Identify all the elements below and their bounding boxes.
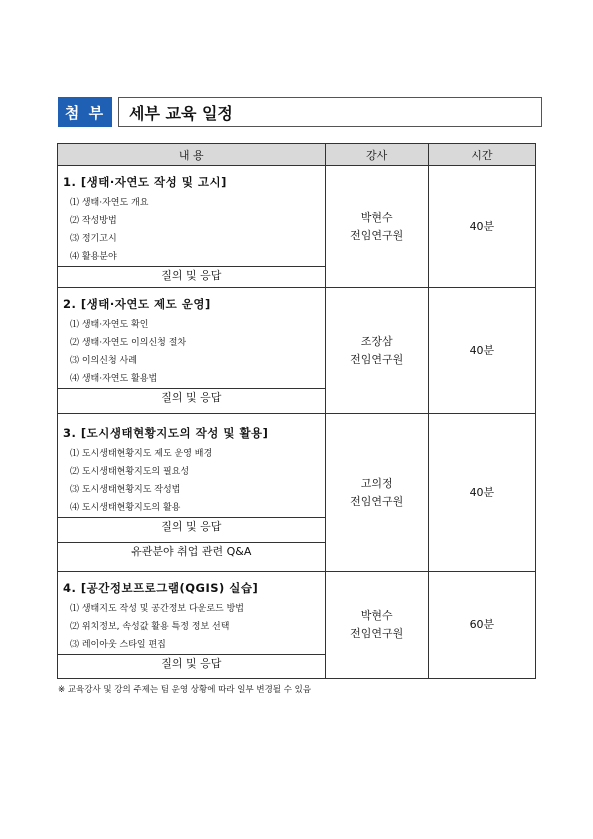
lecturer-cell <box>325 288 428 414</box>
section-title: 3. [도시생태현황지도의 작성 및 활용] <box>63 426 269 440</box>
list-item: ⑶ 레이아웃 스타일 편집 <box>70 640 166 650</box>
lecturer-name: 박현수 <box>360 609 393 622</box>
list-item: ⑶ 도시생태현황지도 작성법 <box>70 485 181 495</box>
col-header-lecturer: 강사 <box>325 144 428 166</box>
section-title: 2. [생태·자연도 제도 운영] <box>63 297 211 311</box>
page-title: 세부 교육 일정 <box>118 97 542 127</box>
section-contents <box>58 572 326 679</box>
lecturer-cell <box>325 572 428 679</box>
list-item: ⑶ 이의신청 사례 <box>70 356 137 366</box>
col-header-time: 시간 <box>428 144 535 166</box>
list-item: ⑴ 생태·자연도 확인 <box>70 320 149 330</box>
list-item: ⑷ 도시생태현황지도의 활용 <box>70 503 181 513</box>
table-row <box>58 414 536 572</box>
lecturer-cell <box>325 414 428 572</box>
section-title: 4. [공간정보프로그램(QGIS) 실습] <box>63 581 259 595</box>
career-qa-row: 유관분야 취업 관련 Q&A <box>58 542 325 568</box>
lecturer-name: 고의정 <box>360 476 393 490</box>
section-title: 1. [생태·자연도 작성 및 고시] <box>63 175 227 189</box>
list-item: ⑶ 정기고시 <box>70 234 117 244</box>
list-item: ⑵ 작성방법 <box>70 216 117 226</box>
time-cell: 40분 <box>428 166 535 288</box>
lecturer-role: 전임연구원 <box>350 494 404 508</box>
section-contents <box>58 166 326 288</box>
table-row <box>58 166 536 288</box>
table-row <box>58 572 536 679</box>
list-item: ⑴ 생태지도 작성 및 공간정보 다운로드 방법 <box>70 604 244 614</box>
table-header-row <box>58 144 536 166</box>
schedule-table <box>57 143 536 679</box>
table-row <box>58 288 536 414</box>
qa-row: 질의 및 응답 <box>58 388 325 411</box>
time-cell: 40분 <box>428 288 535 414</box>
lecturer-name: 박현수 <box>360 210 393 224</box>
section-contents <box>58 414 326 572</box>
time-cell: 40분 <box>428 414 535 572</box>
qa-row: 질의 및 응답 <box>58 654 325 678</box>
list-item: ⑷ 활용분야 <box>70 252 117 262</box>
list-item: ⑷ 생태·자연도 활용법 <box>70 374 158 384</box>
footnote: ※ 교육강사 및 강의 주제는 팀 운영 상황에 따라 일부 변경될 수 있음 <box>58 685 312 695</box>
list-item: ⑵ 위치정보, 속성값 활용 특정 정보 선택 <box>70 622 230 632</box>
lecturer-role: 전임연구원 <box>350 627 404 640</box>
lecturer-role: 전임연구원 <box>350 228 404 242</box>
col-header-content: 내 용 <box>58 144 326 166</box>
list-item: ⑵ 생태·자연도 이의신청 절차 <box>70 338 187 348</box>
list-item: ⑴ 도시생태현황지도 제도 운영 배경 <box>70 449 213 459</box>
attachment-tag: 첨 부 <box>58 97 112 127</box>
attachment-header <box>58 97 542 127</box>
lecturer-role: 전임연구원 <box>350 352 404 366</box>
lecturer-name: 조장삼 <box>360 334 393 348</box>
time-cell: 60분 <box>428 572 535 679</box>
section-contents <box>58 288 326 414</box>
qa-row: 질의 및 응답 <box>58 266 325 287</box>
qa-row: 질의 및 응답 <box>58 517 325 542</box>
list-item: ⑵ 도시생태현황지도의 필요성 <box>70 467 190 477</box>
list-item: ⑴ 생태·자연도 개요 <box>70 198 149 208</box>
lecturer-cell <box>325 166 428 288</box>
